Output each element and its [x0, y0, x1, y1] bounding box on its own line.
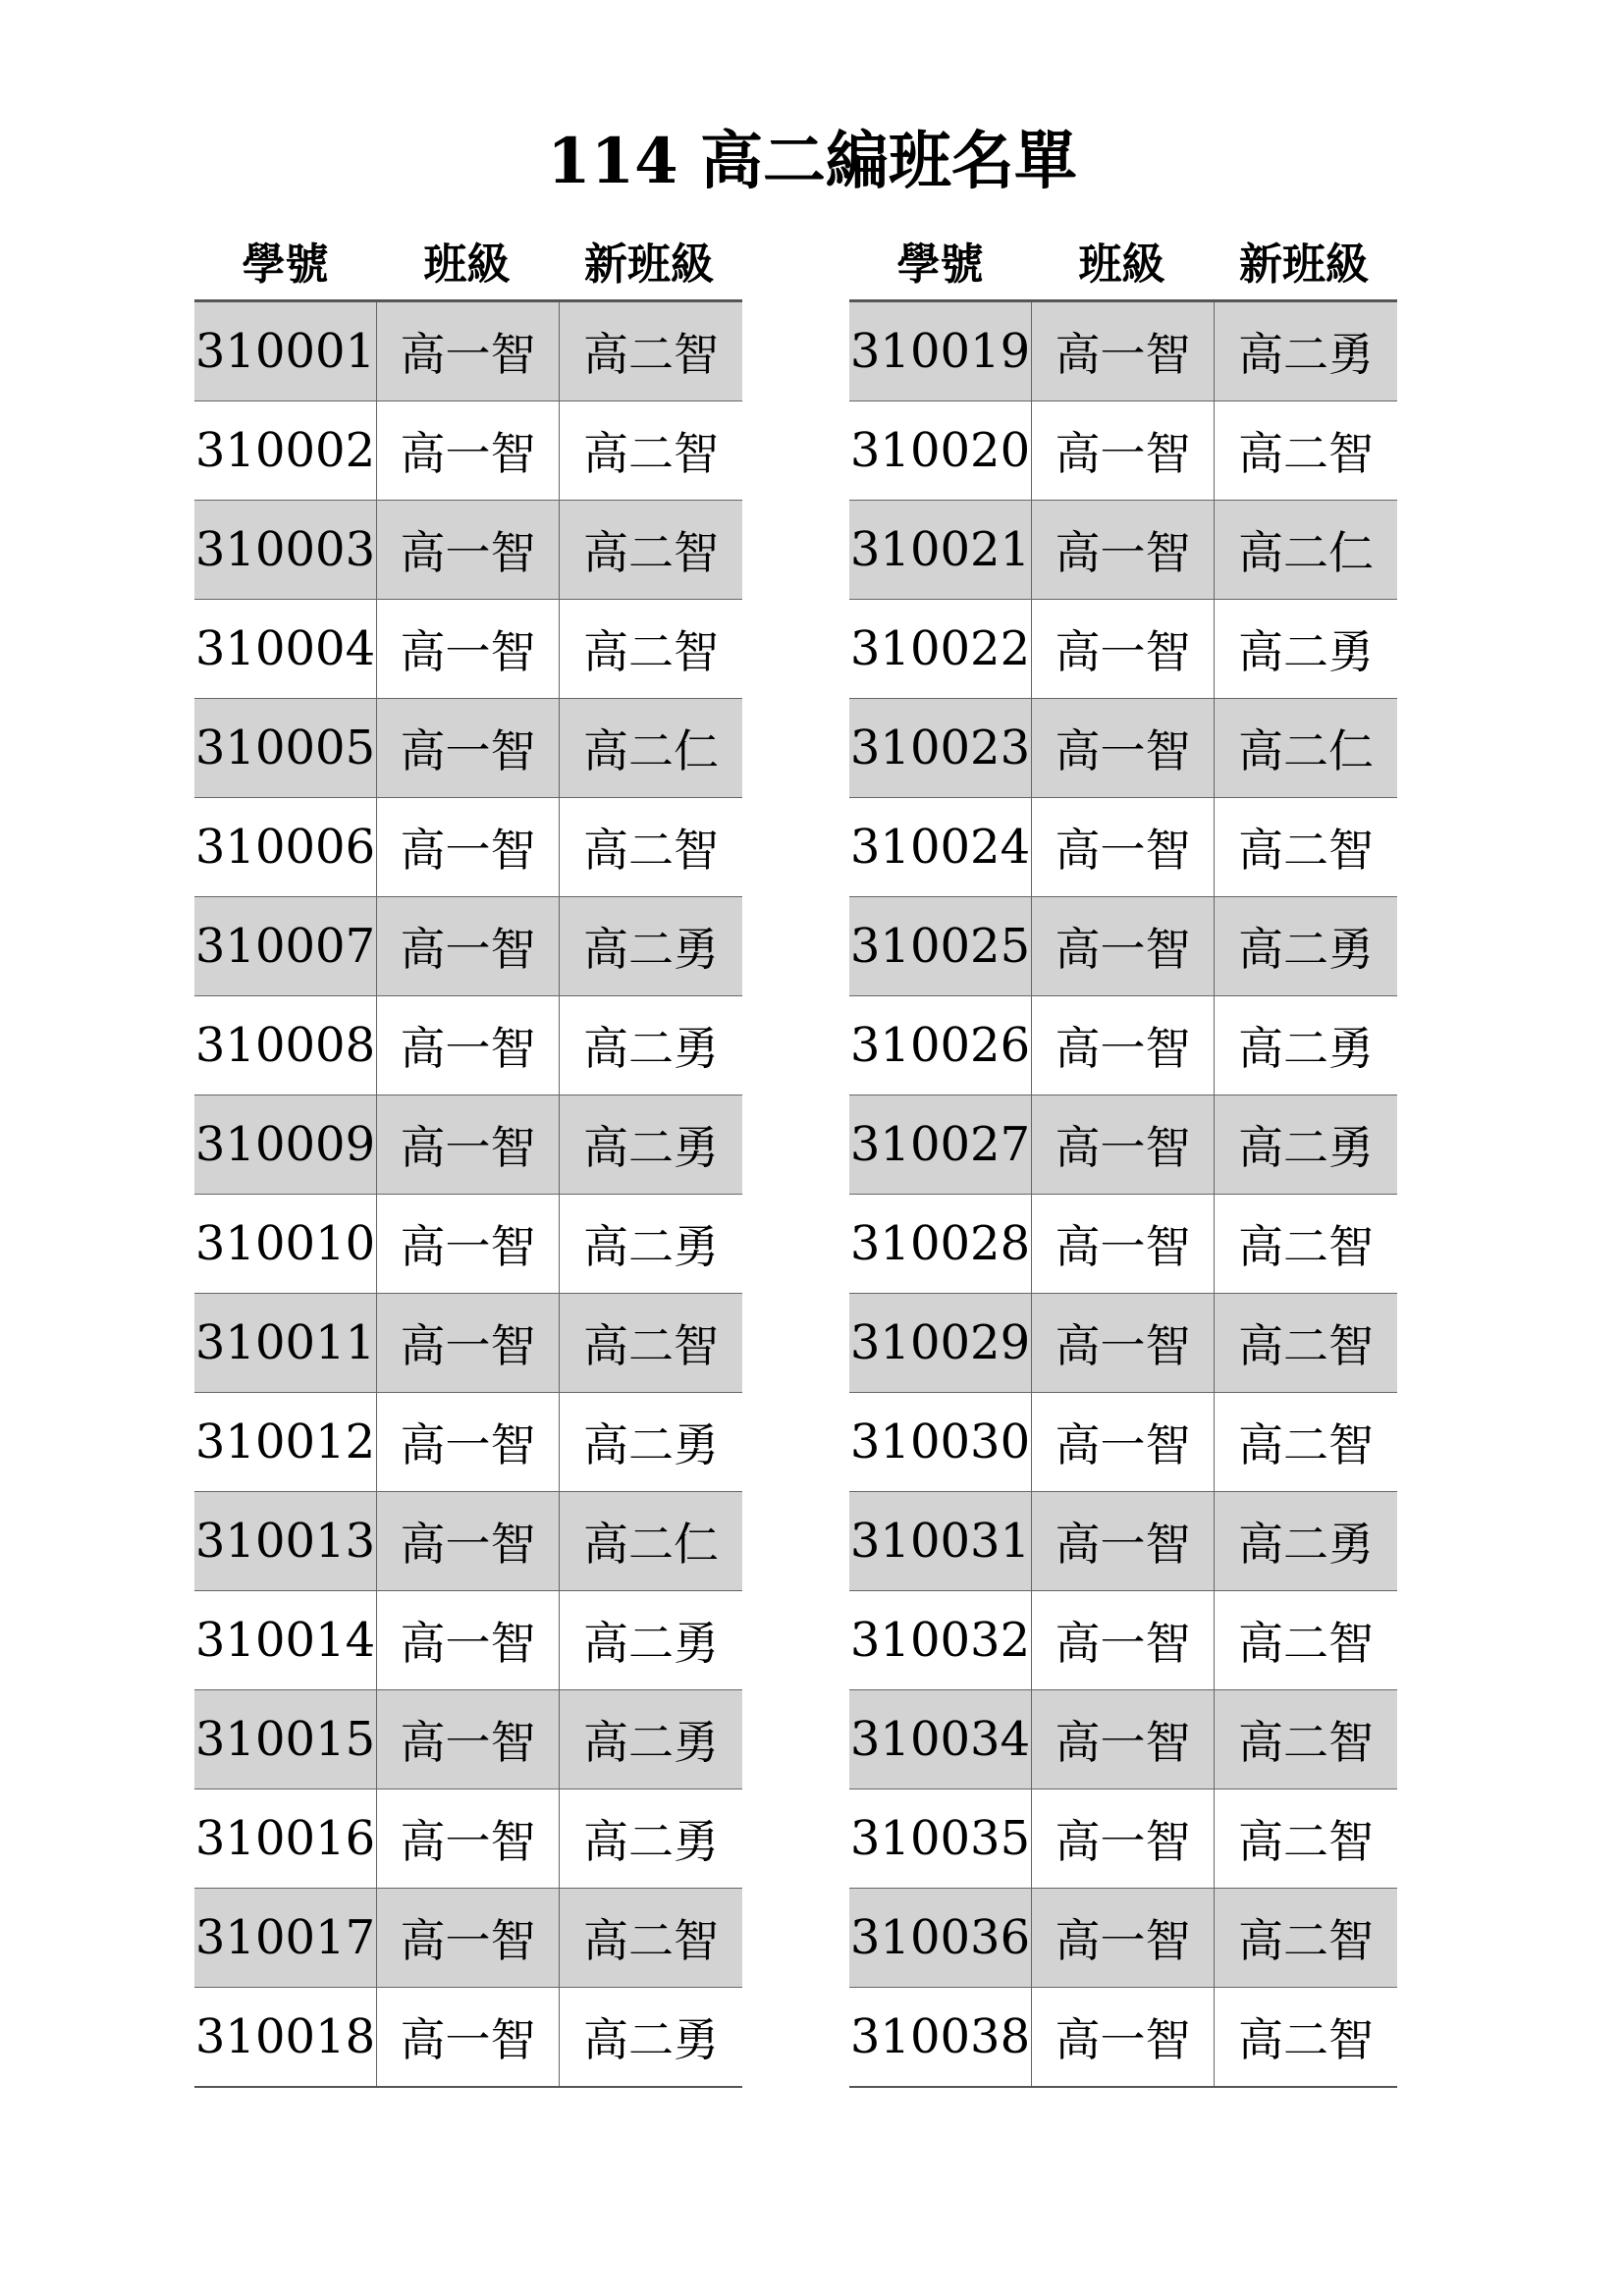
student-id-cell: 310010: [194, 1195, 377, 1294]
new-class-cell: 高二智: [1215, 1393, 1398, 1492]
class-cell: 高一智: [1032, 1988, 1215, 2088]
table-row: [194, 1393, 742, 1492]
class-cell: 高一智: [377, 1988, 560, 2088]
new-class-cell: 高二智: [560, 501, 743, 600]
table-row: [194, 1690, 742, 1789]
roster-table-right: [849, 299, 1397, 2088]
new-class-cell: 高二智: [1215, 1889, 1398, 1988]
new-class-cell: 高二勇: [560, 1195, 743, 1294]
class-cell: 高一智: [377, 501, 560, 600]
table-row: [849, 699, 1397, 798]
table-row: [849, 1095, 1397, 1195]
class-cell: 高一智: [377, 1294, 560, 1393]
new-class-cell: 高二勇: [1215, 301, 1398, 401]
new-class-cell: 高二智: [560, 1889, 743, 1988]
table-row: [194, 401, 742, 501]
class-cell: 高一智: [1032, 1690, 1215, 1789]
table-row: [849, 897, 1397, 996]
student-id-cell: 310023: [849, 699, 1032, 798]
table-row: [849, 1492, 1397, 1591]
new-class-cell: 高二智: [560, 600, 743, 699]
student-id-cell: 310002: [194, 401, 377, 501]
student-id-cell: 310015: [194, 1690, 377, 1789]
student-id-cell: 310005: [194, 699, 377, 798]
table-row: [849, 1988, 1397, 2088]
class-cell: 高一智: [377, 798, 560, 897]
new-class-cell: 高二智: [560, 798, 743, 897]
new-class-cell: 高二仁: [1215, 699, 1398, 798]
new-class-cell: 高二勇: [560, 1690, 743, 1789]
student-id-cell: 310020: [849, 401, 1032, 501]
table-row: [849, 798, 1397, 897]
class-cell: 高一智: [1032, 1095, 1215, 1195]
student-id-cell: 310004: [194, 600, 377, 699]
student-id-cell: 310028: [849, 1195, 1032, 1294]
class-cell: 高一智: [1032, 1294, 1215, 1393]
table-row: [194, 1789, 742, 1889]
new-class-cell: 高二智: [1215, 1294, 1398, 1393]
class-cell: 高一智: [377, 897, 560, 996]
student-id-cell: 310009: [194, 1095, 377, 1195]
table-row: [194, 1095, 742, 1195]
new-class-cell: 高二智: [1215, 798, 1398, 897]
table-row: [849, 1690, 1397, 1789]
student-id-cell: 310001: [194, 301, 377, 401]
table-row: [849, 600, 1397, 699]
class-cell: 高一智: [1032, 1789, 1215, 1889]
table-row: [194, 798, 742, 897]
table-row: [849, 401, 1397, 501]
class-cell: 高一智: [377, 600, 560, 699]
table-row: [194, 1591, 742, 1690]
new-class-cell: 高二智: [1215, 401, 1398, 501]
class-cell: 高一智: [1032, 699, 1215, 798]
new-class-cell: 高二智: [560, 301, 743, 401]
class-cell: 高一智: [377, 301, 560, 401]
table-row: [194, 897, 742, 996]
student-id-cell: 310013: [194, 1492, 377, 1591]
class-cell: 高一智: [377, 1095, 560, 1195]
new-class-cell: 高二勇: [1215, 600, 1398, 699]
student-id-cell: 310036: [849, 1889, 1032, 1988]
new-class-cell: 高二勇: [560, 1789, 743, 1889]
roster-left: [194, 221, 742, 2088]
student-id-cell: 310030: [849, 1393, 1032, 1492]
new-class-cell: 高二智: [1215, 1789, 1398, 1889]
header-class: 班級: [1078, 240, 1165, 290]
column-headers: [849, 221, 1397, 299]
student-id-cell: 310029: [849, 1294, 1032, 1393]
student-id-cell: 310007: [194, 897, 377, 996]
new-class-cell: 高二智: [1215, 1591, 1398, 1690]
roster-right: [849, 221, 1397, 2088]
table-row: [849, 301, 1397, 401]
class-cell: 高一智: [377, 1492, 560, 1591]
class-cell: 高一智: [377, 401, 560, 501]
header-student-id: 學號: [242, 240, 329, 290]
class-cell: 高一智: [1032, 798, 1215, 897]
table-row: [194, 1195, 742, 1294]
new-class-cell: 高二勇: [1215, 1095, 1398, 1195]
student-id-cell: 310003: [194, 501, 377, 600]
header-new-class: 新班級: [584, 240, 714, 290]
class-cell: 高一智: [1032, 1195, 1215, 1294]
table-row: [194, 996, 742, 1095]
page-title: 114 高二編班名單: [547, 125, 1077, 198]
table-row: [194, 301, 742, 401]
new-class-cell: 高二智: [1215, 1988, 1398, 2088]
class-cell: 高一智: [1032, 600, 1215, 699]
class-cell: 高一智: [377, 699, 560, 798]
student-id-cell: 310035: [849, 1789, 1032, 1889]
new-class-cell: 高二勇: [1215, 996, 1398, 1095]
class-cell: 高一智: [377, 1789, 560, 1889]
student-id-cell: 310021: [849, 501, 1032, 600]
student-id-cell: 310018: [194, 1988, 377, 2088]
class-cell: 高一智: [1032, 1889, 1215, 1988]
table-row: [194, 1492, 742, 1591]
header-student-id: 學號: [896, 240, 984, 290]
new-class-cell: 高二智: [560, 401, 743, 501]
new-class-cell: 高二智: [1215, 1690, 1398, 1789]
student-id-cell: 310012: [194, 1393, 377, 1492]
class-cell: 高一智: [377, 1690, 560, 1789]
table-row: [849, 1393, 1397, 1492]
class-cell: 高一智: [1032, 301, 1215, 401]
class-cell: 高一智: [377, 1195, 560, 1294]
student-id-cell: 310038: [849, 1988, 1032, 2088]
class-cell: 高一智: [377, 996, 560, 1095]
roster-table-left: [194, 299, 742, 2088]
class-cell: 高一智: [1032, 996, 1215, 1095]
student-id-cell: 310027: [849, 1095, 1032, 1195]
new-class-cell: 高二勇: [1215, 1492, 1398, 1591]
new-class-cell: 高二勇: [560, 1095, 743, 1195]
class-cell: 高一智: [377, 1591, 560, 1690]
class-cell: 高一智: [377, 1889, 560, 1988]
table-row: [194, 1294, 742, 1393]
student-id-cell: 310034: [849, 1690, 1032, 1789]
student-id-cell: 310032: [849, 1591, 1032, 1690]
table-row: [194, 1889, 742, 1988]
class-cell: 高一智: [1032, 1591, 1215, 1690]
new-class-cell: 高二勇: [560, 1591, 743, 1690]
new-class-cell: 高二智: [560, 1294, 743, 1393]
new-class-cell: 高二勇: [560, 1988, 743, 2088]
new-class-cell: 高二仁: [1215, 501, 1398, 600]
student-id-cell: 310024: [849, 798, 1032, 897]
class-cell: 高一智: [1032, 401, 1215, 501]
student-id-cell: 310025: [849, 897, 1032, 996]
table-row: [849, 1294, 1397, 1393]
student-id-cell: 310006: [194, 798, 377, 897]
table-row: [194, 501, 742, 600]
student-id-cell: 310031: [849, 1492, 1032, 1591]
student-id-cell: 310016: [194, 1789, 377, 1889]
class-cell: 高一智: [1032, 1393, 1215, 1492]
class-cell: 高一智: [1032, 897, 1215, 996]
class-cell: 高一智: [1032, 501, 1215, 600]
student-id-cell: 310011: [194, 1294, 377, 1393]
student-id-cell: 310014: [194, 1591, 377, 1690]
class-cell: 高一智: [1032, 1492, 1215, 1591]
new-class-cell: 高二仁: [560, 1492, 743, 1591]
table-row: [194, 600, 742, 699]
new-class-cell: 高二仁: [560, 699, 743, 798]
new-class-cell: 高二勇: [560, 996, 743, 1095]
new-class-cell: 高二智: [1215, 1195, 1398, 1294]
table-row: [194, 699, 742, 798]
student-id-cell: 310026: [849, 996, 1032, 1095]
header-new-class: 新班級: [1239, 240, 1369, 290]
table-row: [849, 1591, 1397, 1690]
student-id-cell: 310008: [194, 996, 377, 1095]
class-cell: 高一智: [377, 1393, 560, 1492]
table-row: [849, 996, 1397, 1095]
table-row: [849, 1789, 1397, 1889]
new-class-cell: 高二勇: [560, 1393, 743, 1492]
table-row: [194, 1988, 742, 2088]
new-class-cell: 高二勇: [1215, 897, 1398, 996]
header-class: 班級: [423, 240, 511, 290]
table-row: [849, 501, 1397, 600]
table-row: [849, 1195, 1397, 1294]
table-row: [849, 1889, 1397, 1988]
new-class-cell: 高二勇: [560, 897, 743, 996]
column-headers: [194, 221, 742, 299]
student-id-cell: 310019: [849, 301, 1032, 401]
student-id-cell: 310017: [194, 1889, 377, 1988]
student-id-cell: 310022: [849, 600, 1032, 699]
